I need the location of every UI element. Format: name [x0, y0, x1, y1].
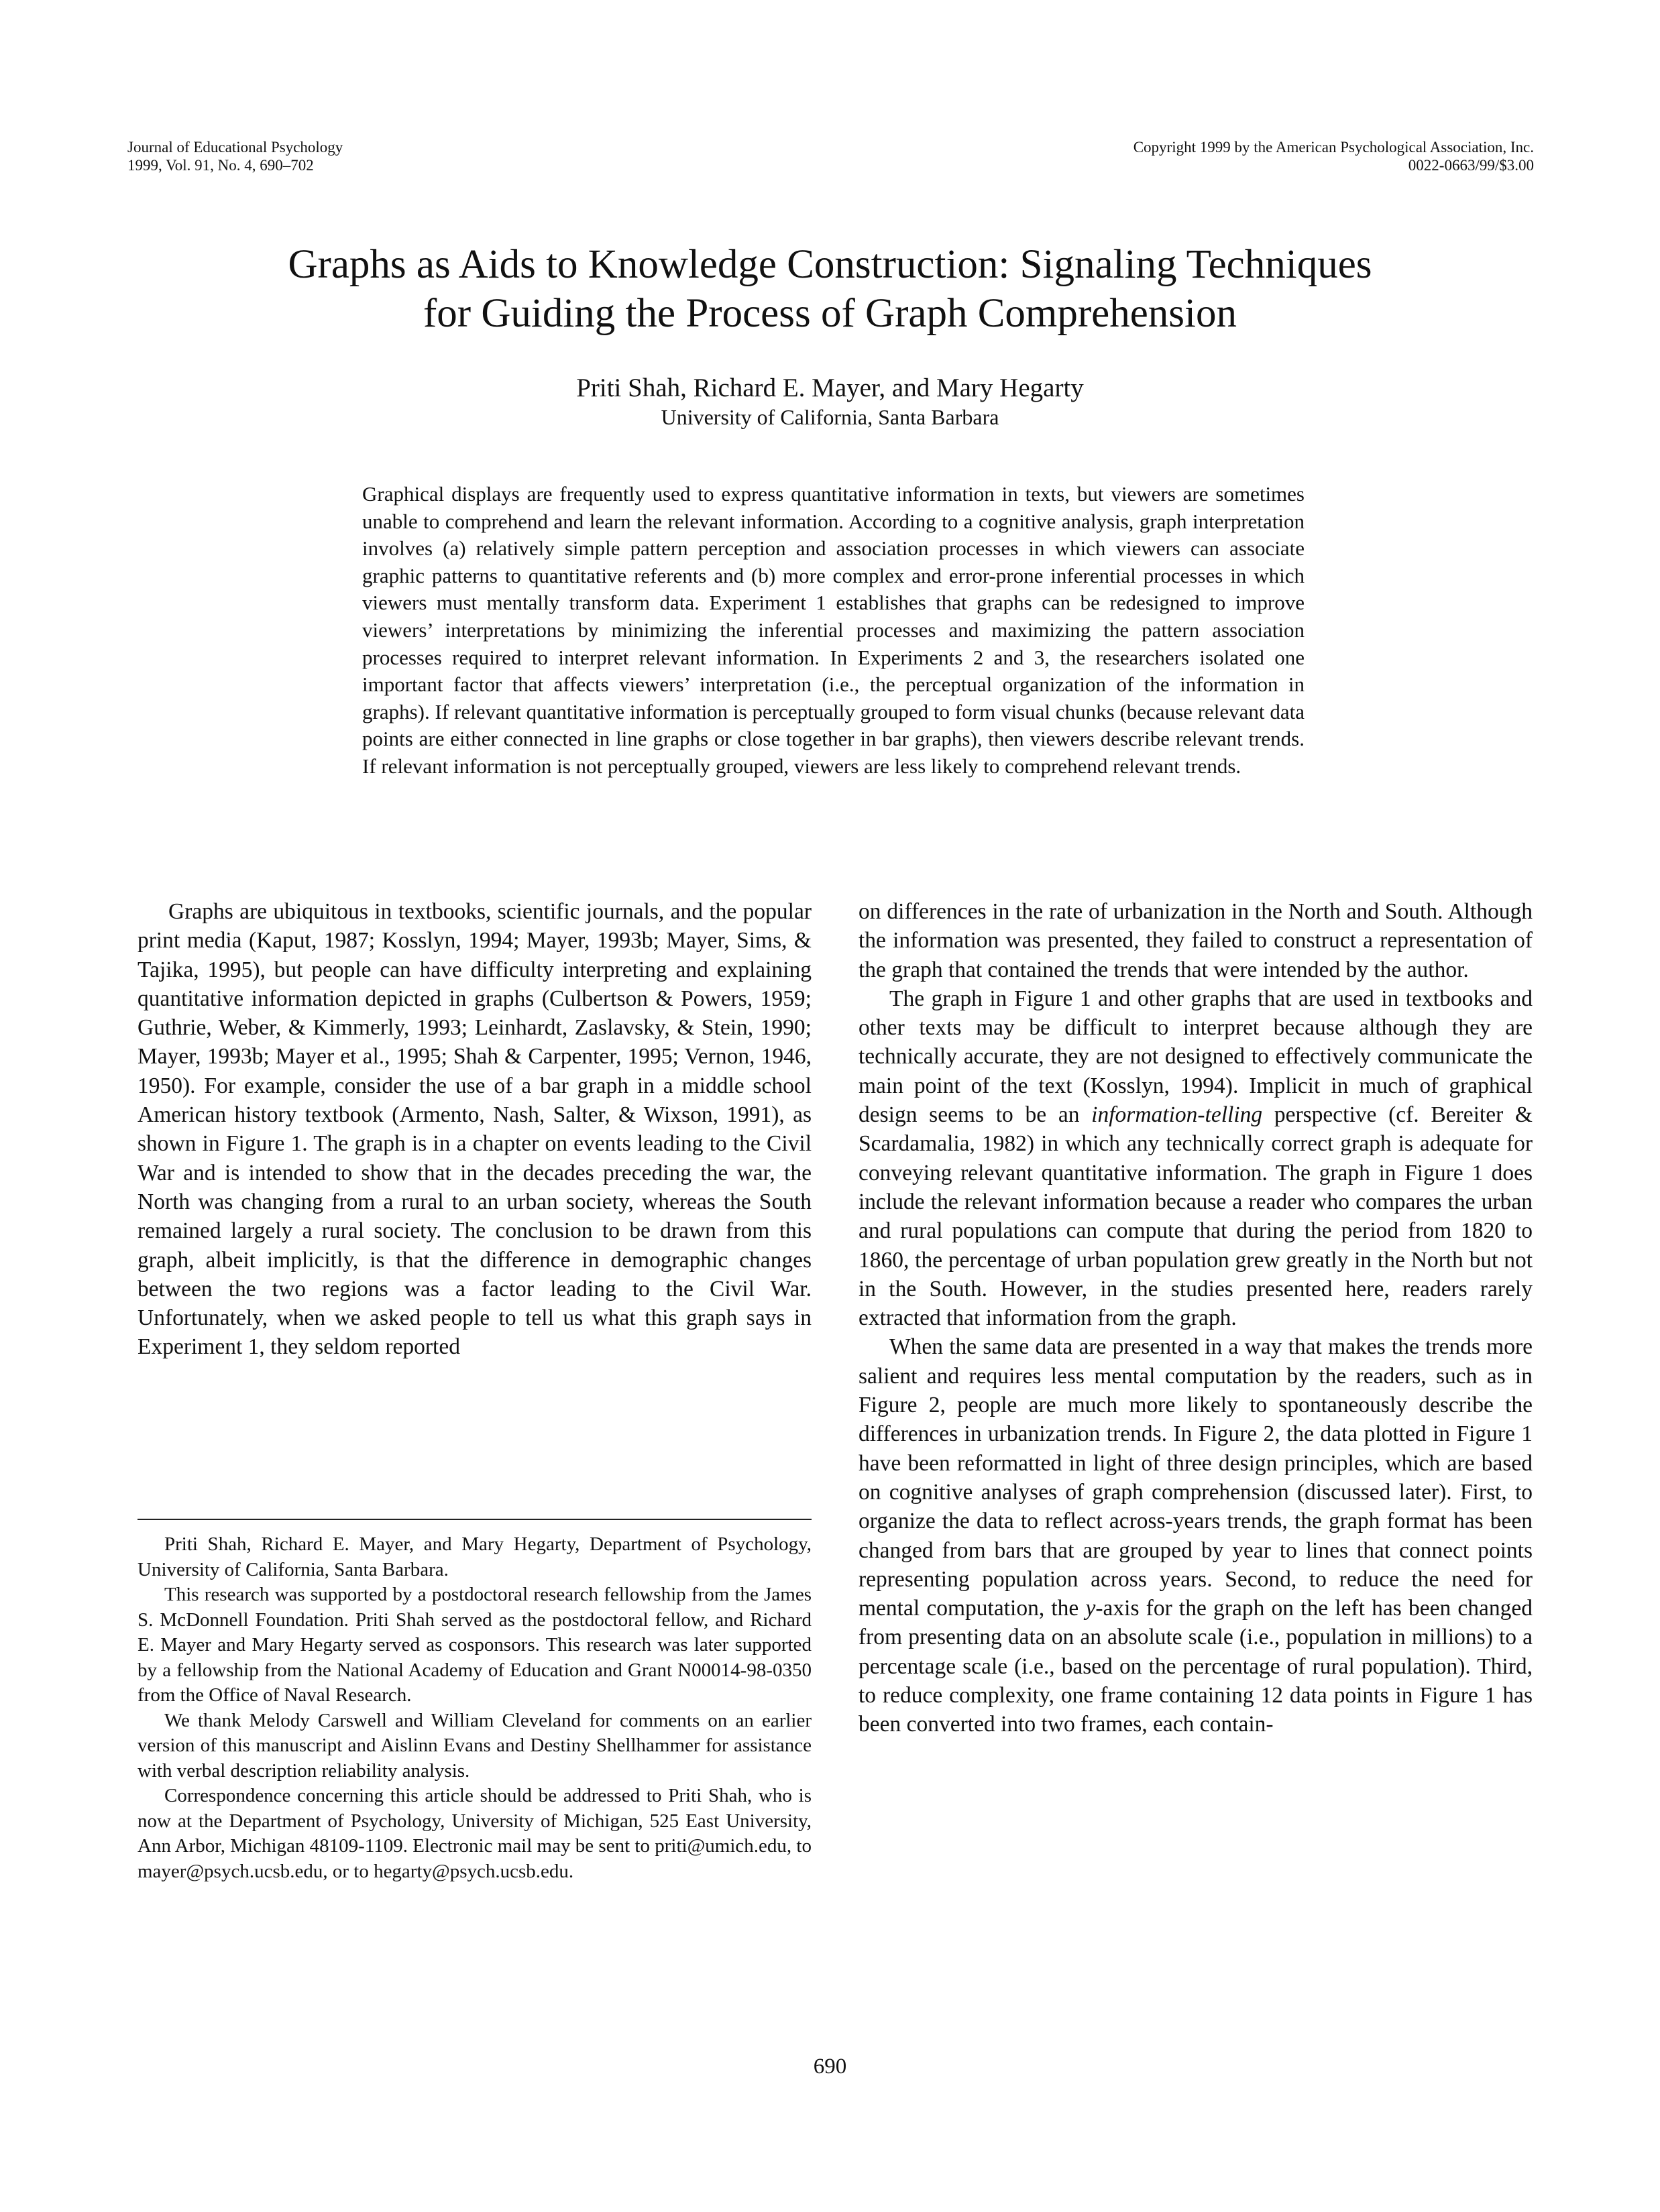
journal-name: Journal of Educational Psychology: [127, 139, 343, 156]
abstract: [362, 481, 1305, 780]
text-run: perspective (cf. Bereiter & Scardamalia, 1982) in which any technically correct graph is adequate for conveying relevant quantitative information. The graph in Figure 1 does include the relevant information because a reader who compares the urban and rural populations can compute that during the period from 1820 to 1860, the percentage of urban population grew greatly in the North but not in the South. However, in the studies presented here, readers rarely extracted that information from the graph.: [859, 1102, 1533, 1331]
affiliation: University of California, Santa Barbara: [661, 405, 999, 429]
body-paragraph: Graphs are ubiquitous in textbooks, scientific journals, and the popular print media (Kaput, 1987; Kosslyn, 1994; Mayer, 1993b; Mayer, Sims, & Tajika, 1995), but people can have difficulty interpreting and explaining quantitative information depicted in graphs (Culbertson & Powers, 1959; Guthrie, Weber, & Kimmerly, 1993; Leinhardt, Zaslavsky, & Stein, 1990; Mayer, 1993b; Mayer et al., 1995; Shah & Carpenter, 1995; Vernon, 1946, 1950). For example, consider the use of a bar graph in a middle school American history textbook (Armento, Nash, Salter, & Wixson, 1991), as shown in Figure 1. The graph is in a chapter on events leading to the Civil War and is intended to show that in the decades preceding the war, the North was changing from a rural to an urban society, whereas the South remained largely a rural society. The conclusion to be drawn from this graph, albeit implicitly, is that the difference in demographic changes between the two regions was a factor leading to the Civil War. Unfortunately, when we asked people to tell us what this graph says in Experiment 1, they seldom reported: [137, 899, 812, 1360]
abstract-text: Graphical displays are frequently used to express quantitative information in texts, but viewers are sometimes unable to comprehend and learn the relevant information. According to a cognitive analysis, graph interpretation involves (a) relatively simple pattern perception and association processes in which viewers can associate graphic patterns to quantitative referents and (b) more complex and error-prone inferential processes in which viewers must mentally transform data. Experiment 1 establishes that graphs can be redesigned to improve viewers’ interpretations by minimizing the inferential processes and maximizing the pattern association processes required to interpret relevant information. In Experiments 2 and 3, the researchers isolated one important factor that affects viewers’ interpretation (i.e., the perceptual organization of the information in graphs). If relevant quantitative information is perceptually grouped to form visual chunks (because relevant data points are either connected in line graphs or close together in bar graphs), then viewers describe relevant trends. If relevant information is not perceptually grouped, viewers are less likely to comprehend relevant trends.: [362, 482, 1305, 778]
text-run: -axis for the graph on the left has been changed from presenting data on an absolute scale (i.e., population in millions) to a percentage scale (i.e., based on the percentage of rural population). Third, to reduce complexity, one frame containing 12 data points in Figure 1 has been converted into two frames, each contain-: [859, 1596, 1533, 1737]
author-list: Priti Shah, Richard E. Mayer, and Mary Hegarty: [576, 373, 1084, 402]
body-paragraph: [859, 1332, 1533, 1739]
body-paragraph: on differences in the rate of urbanization in the North and South. Although the information was presented, they failed to construct a representation of the graph that contained the trends that were intended by the author.: [859, 899, 1533, 982]
axis-variable: y: [1085, 1596, 1096, 1621]
footnote-affiliation: Priti Shah, Richard E. Mayer, and Mary Hegarty, Department of Psychology, University of California, Santa Barbara.: [137, 1533, 812, 1580]
emphasized-term: information-telling: [1091, 1102, 1263, 1128]
body-paragraph: [859, 984, 1533, 1333]
author-note: [137, 1532, 812, 1884]
copyright-header: [1133, 138, 1534, 174]
journal-volume: 1999, Vol. 91, No. 4, 690–702: [127, 157, 314, 174]
left-column: [137, 897, 812, 1362]
footnote-funding: This research was supported by a postdoctoral research fellowship from the James S. McDonnell Foundation. Priti Shah served as the postdoctoral fellow, and Richard E. Mayer and Mary Hegarty served as cosponsors. This research was later supported by a fellowship from the National Academy of Education and Grant N00014-98-0350 from the Office of Naval Research.: [137, 1584, 812, 1706]
right-column: [859, 897, 1533, 1739]
text-run: The graph in Figure 1 and other graphs that are used in textbooks and other texts may be difficult to interpret because although they are technically accurate, they are not designed to effectively communicate the main point of the text (Kosslyn, 1994). Implicit in much of graphical design seems to be an: [859, 986, 1533, 1128]
article-code: 0022-0663/99/$3.00: [1408, 157, 1534, 174]
title-line-1: Graphs as Aids to Knowledge Construction: Signaling Techniques: [288, 242, 1372, 287]
text-run: When the same data are presented in a way that makes the trends more salient and requires less mental computation by the readers, such as in Figure 2, people are much more likely to spontaneously describe the differences in urbanization trends. In Figure 2, the data plotted in Figure 1 have been reformatted in light of three design principles, which are based on cognitive analyses of graph comprehension (discussed later). First, to organize the data to reflect across-years trends, the graph format has been changed from bars that are grouped by year to lines that connect points representing population across years. Second, to reduce the need for mental computation, the: [859, 1334, 1533, 1621]
footnote-divider: [137, 1519, 812, 1520]
title-line-2: for Guiding the Process of Graph Comprehension: [423, 291, 1237, 336]
article-title: [134, 240, 1526, 338]
footnote-correspondence: Correspondence concerning this article should be addressed to Priti Shah, who is now at the Department of Psychology, University of Michigan, 525 East University, Ann Arbor, Michigan 48109-1109. Electronic mail may be sent to priti@umich.edu, to mayer@psych.ucsb.edu, or to hegarty@psych.ucsb.edu.: [137, 1785, 812, 1882]
copyright-line: Copyright 1999 by the American Psychological Association, Inc.: [1133, 139, 1534, 156]
page-number: 690: [813, 2054, 847, 2079]
journal-header: [127, 138, 343, 174]
footnote-acknowledgments: We thank Melody Carswell and William Cleveland for comments on an earlier version of this manuscript and Aislinn Evans and Destiny Shellhammer for assistance with verbal description reliability analysis.: [137, 1709, 812, 1782]
